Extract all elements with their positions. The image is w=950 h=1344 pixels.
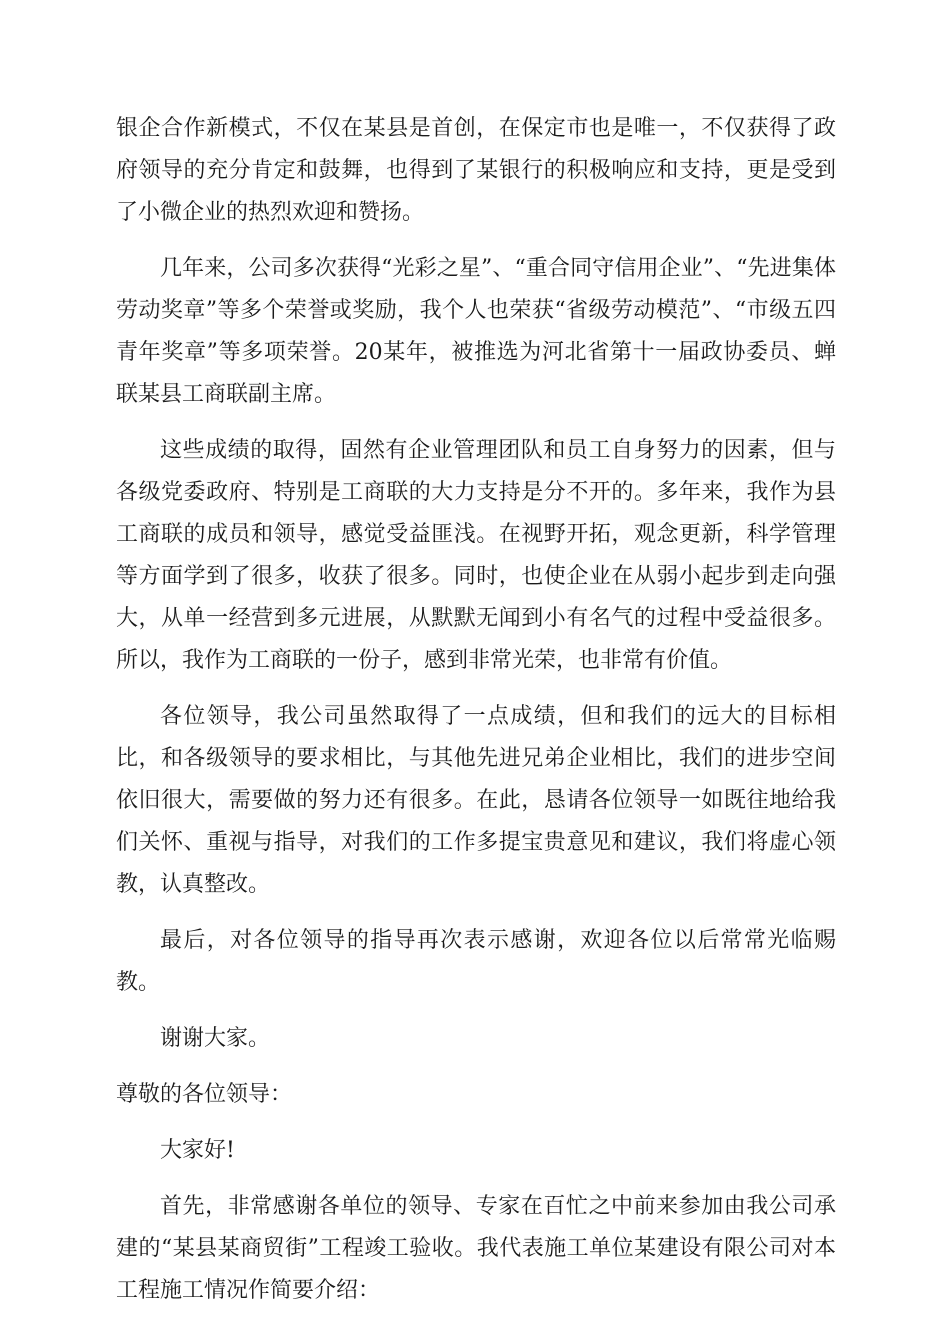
paragraph-achievements: 这些成绩的取得，固然有企业管理团队和员工自身努力的因素，但与各级党委政府、特别是工商联的大力支持是分不开的。多年来，我作为县工商联的成员和领导，感觉受益匪浅。在视野开拓，观念更新，科学管理等方面学到了很多，收获了很多。同时，也使企业在从弱小起步到走向强大，从单一经营到多元进展，从默默无闻到小有名气的过程中受益很多。所以，我作为工商联的一份子，感到非常光荣，也非常有价值。 (116, 438, 836, 673)
document-body (116, 108, 836, 1326)
paragraph-thanks-closing: 最后，对各位领导的指导再次表示感谢，欢迎各位以后常常光临赐教。 (116, 928, 836, 995)
paragraph-thank-you: 谢谢大家。 (160, 1026, 271, 1051)
greeting: 大家好! (160, 1138, 235, 1163)
paragraph-honors: 几年来，公司多次获得“光彩之星”、“重合同守信用企业”、“先进集体劳动奖章”等多个荣誉或奖励，我个人也荣获“省级劳动模范”、“市级五四青年奖章”等多项荣誉。20某年，被推选为河北省第十一届政协委员、蝉联某县工商联副主席。 (116, 256, 836, 407)
paragraph-bank-cooperation: 银企合作新模式，不仅在某县是首创，在保定市也是唯一，不仅获得了政府领导的充分肯定和鼓舞，也得到了某银行的积极响应和支持，更是受到了小微企业的热烈欢迎和赞扬。 (116, 116, 836, 225)
paragraph-project-intro: 首先，非常感谢各单位的领导、专家在百忙之中前来参加由我公司承建的“某县某商贸街”工程竣工验收。我代表施工单位某建设有限公司对本工程施工情况作简要介绍： (116, 1194, 836, 1303)
paragraph-request-guidance: 各位领导，我公司虽然取得了一点成绩，但和我们的远大的目标相比，和各级领导的要求相比，与其他先进兄弟企业相比，我们的进步空间依旧很大，需要做的努力还有很多。在此，恳请各位领导一如既往地给我们关怀、重视与指导，对我们的工作多提宝贵意见和建议，我们将虚心领教，认真整改。 (116, 704, 836, 897)
salutation: 尊敬的各位领导： (116, 1082, 293, 1107)
